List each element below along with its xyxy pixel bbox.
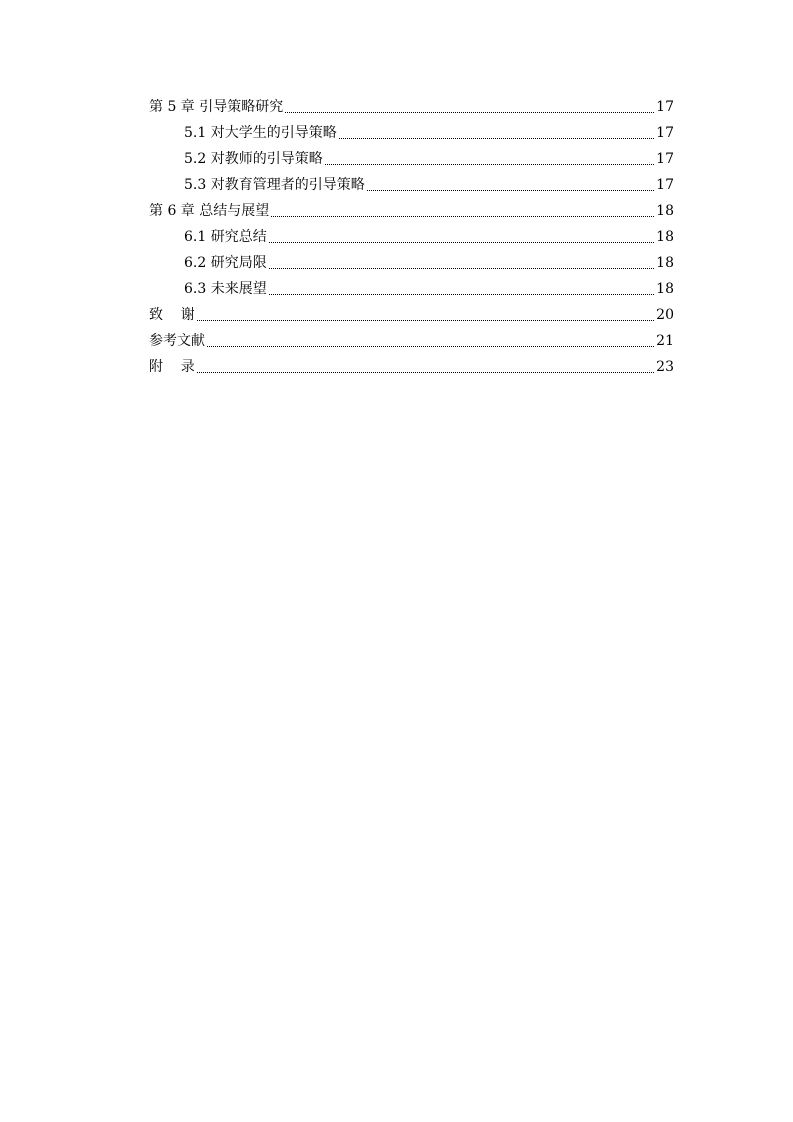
toc-entry-page: 20 [656,307,674,323]
dot-leader [269,242,654,243]
toc-entry-title: 6.2 研究局限 [184,255,267,271]
toc-entry-title: 5.2 对教师的引导策略 [184,151,323,167]
toc-entry-page: 17 [656,125,674,141]
toc-entry-page: 18 [656,255,674,271]
dot-leader [271,216,654,217]
toc-entry-title: 第 6 章 总结与展望 [149,203,270,219]
dot-leader [197,372,654,373]
toc-entry-title: 第 5 章 引导策略研究 [149,99,284,115]
toc-entry-page: 23 [656,359,674,375]
toc-entry-chapter-5[interactable] [149,94,674,120]
dot-leader [367,190,654,191]
toc-entry-page: 17 [656,151,674,167]
toc-entry-title: 5.1 对大学生的引导策略 [184,125,337,141]
toc-entry-references[interactable] [149,328,674,354]
dot-leader [285,112,654,113]
toc-entry-acknowledgements[interactable] [149,302,674,328]
dot-leader [269,294,654,295]
dot-leader [339,138,654,139]
dot-leader [325,164,654,165]
toc-entry-appendix[interactable] [149,354,674,380]
dot-leader [197,320,654,321]
toc-entry-page: 18 [656,203,674,219]
toc-entry-5-3[interactable] [149,172,674,198]
toc-entry-5-1[interactable] [149,120,674,146]
toc-entry-title: 5.3 对教育管理者的引导策略 [184,177,365,193]
toc-entry-chapter-6[interactable] [149,198,674,224]
toc-entry-title: 参考文献 [149,333,205,349]
toc-entry-title: 附 录 [149,359,195,375]
toc-entry-page: 17 [656,177,674,193]
dot-leader [207,346,654,347]
toc-entry-title: 6.3 未来展望 [184,281,267,297]
toc-entry-page: 18 [656,229,674,245]
toc-entry-6-3[interactable] [149,276,674,302]
toc-entry-page: 17 [656,99,674,115]
toc-entry-title: 6.1 研究总结 [184,229,267,245]
toc-entry-5-2[interactable] [149,146,674,172]
table-of-contents [149,94,674,380]
toc-entry-6-1[interactable] [149,224,674,250]
toc-entry-page: 21 [656,333,674,349]
dot-leader [269,268,654,269]
toc-entry-6-2[interactable] [149,250,674,276]
toc-entry-page: 18 [656,281,674,297]
toc-entry-title: 致 谢 [149,307,195,323]
